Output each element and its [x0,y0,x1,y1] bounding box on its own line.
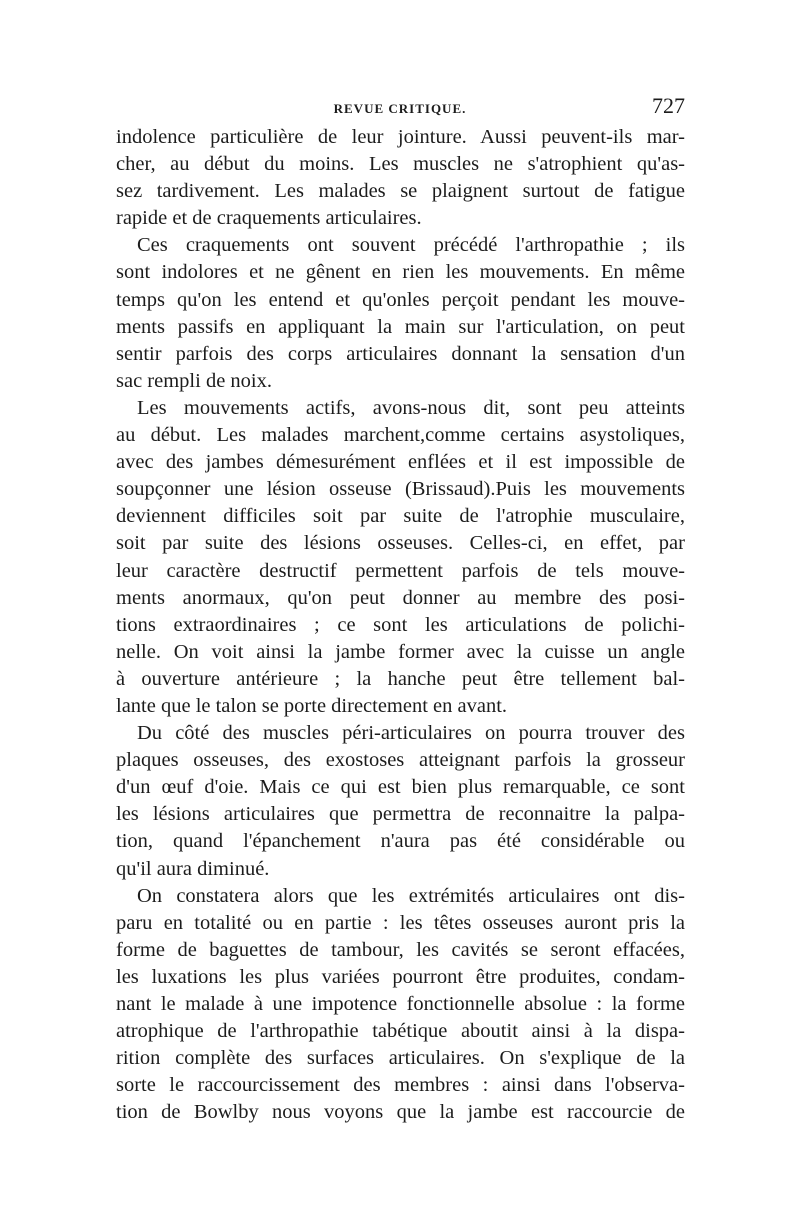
text-line: nelle. On voit ainsi la jambe former avec la cuisse un angle [116,640,685,663]
text-line: sez tardivement. Les malades se plaignent surtout de fatigue [116,180,685,203]
page-header [115,93,685,123]
text-line: leur caractère destructif permettent parfois de tels mouve- [116,559,685,582]
text-line: Du côté des muscles péri-articulaires on pourra trouver des [137,722,685,745]
running-head: REVUE CRITIQUE. [333,101,467,116]
text-line: forme de baguettes de tambour, les cavités se seront effacées, [116,938,685,961]
text-line: au début. Les malades marchent,comme certains asystoliques, [116,424,685,447]
paragraph [116,232,685,395]
text-line: les lésions articulaires que permettra de reconnaitre la palpa- [116,803,685,826]
text-line: soit par suite des lésions osseuses. Celles-ci, en effet, par [116,532,685,555]
text-line: nant le malade à une impotence fonctionnelle absolue : la forme [116,993,685,1015]
page-number: 727 [652,93,685,118]
text-line: ments anormaux, qu'on peut donner au membre des posi- [116,586,685,609]
text-line: soupçonner une lésion osseuse (Brissaud).Puis les mouvements [116,478,685,501]
text-line: indolence particulière de leur jointure. Aussi peuvent-ils mar- [116,126,685,148]
text-line: Ces craquements ont souvent précédé l'arthropathie ; ils [137,234,685,257]
text-line: sac rempli de noix. [116,369,272,392]
text-line: paru en totalité ou en partie : les têtes osseuses auront pris la [116,911,685,934]
text-line: ments passifs en appliquant la main sur l'articulation, on peut [116,315,685,338]
paragraph [116,124,685,232]
paragraph [116,395,685,720]
text-line: avec des jambes démesurément enflées et il est impossible de [116,451,685,474]
text-line: à ouverture antérieure ; la hanche peut être tellement bal- [116,667,685,690]
text-line: cher, au début du moins. Les muscles ne s'atrophient qu'as- [116,153,685,176]
text-line: temps qu'on les entend et qu'onles perçoit pendant les mouve- [116,288,685,311]
text-line: tion de Bowlby nous voyons que la jambe est raccourcie de [116,1101,685,1124]
paragraph [116,883,685,1127]
text-line: rition complète des surfaces articulaires. On s'explique de la [116,1047,685,1070]
text-line: deviennent difficiles soit par suite de l'atrophie musculaire, [116,505,685,528]
text-line: tion, quand l'épanchement n'aura pas été considérable ou [116,830,685,853]
text-line: rapide et de craquements articulaires. [116,207,422,230]
text-line: qu'il aura diminué. [116,857,270,880]
text-line: les luxations les plus variées pourront être produites, condam- [116,965,685,988]
body-text [116,124,685,1126]
text-line: plaques osseuses, des exostoses atteignant parfois la grosseur [116,749,685,772]
text-line: atrophique de l'arthropathie tabétique aboutit ainsi à la dispa- [116,1020,685,1043]
text-line: d'un œuf d'oie. Mais ce qui est bien plus remarquable, ce sont [116,776,685,799]
text-line: tions extraordinaires ; ce sont les articulations de polichi- [116,613,685,636]
text-line: lante que le talon se porte directement en avant. [116,694,508,717]
text-line: On constatera alors que les extrémités articulaires ont dis- [137,884,685,907]
text-line: Les mouvements actifs, avons-nous dit, sont peu atteints [137,396,685,419]
text-line: sont indolores et ne gênent en rien les mouvements. En même [116,261,685,284]
text-line: sorte le raccourcissement des membres : ainsi dans l'observa- [116,1074,685,1097]
paragraph [116,720,685,883]
text-line: sentir parfois des corps articulaires donnant la sensation d'un [116,342,685,365]
